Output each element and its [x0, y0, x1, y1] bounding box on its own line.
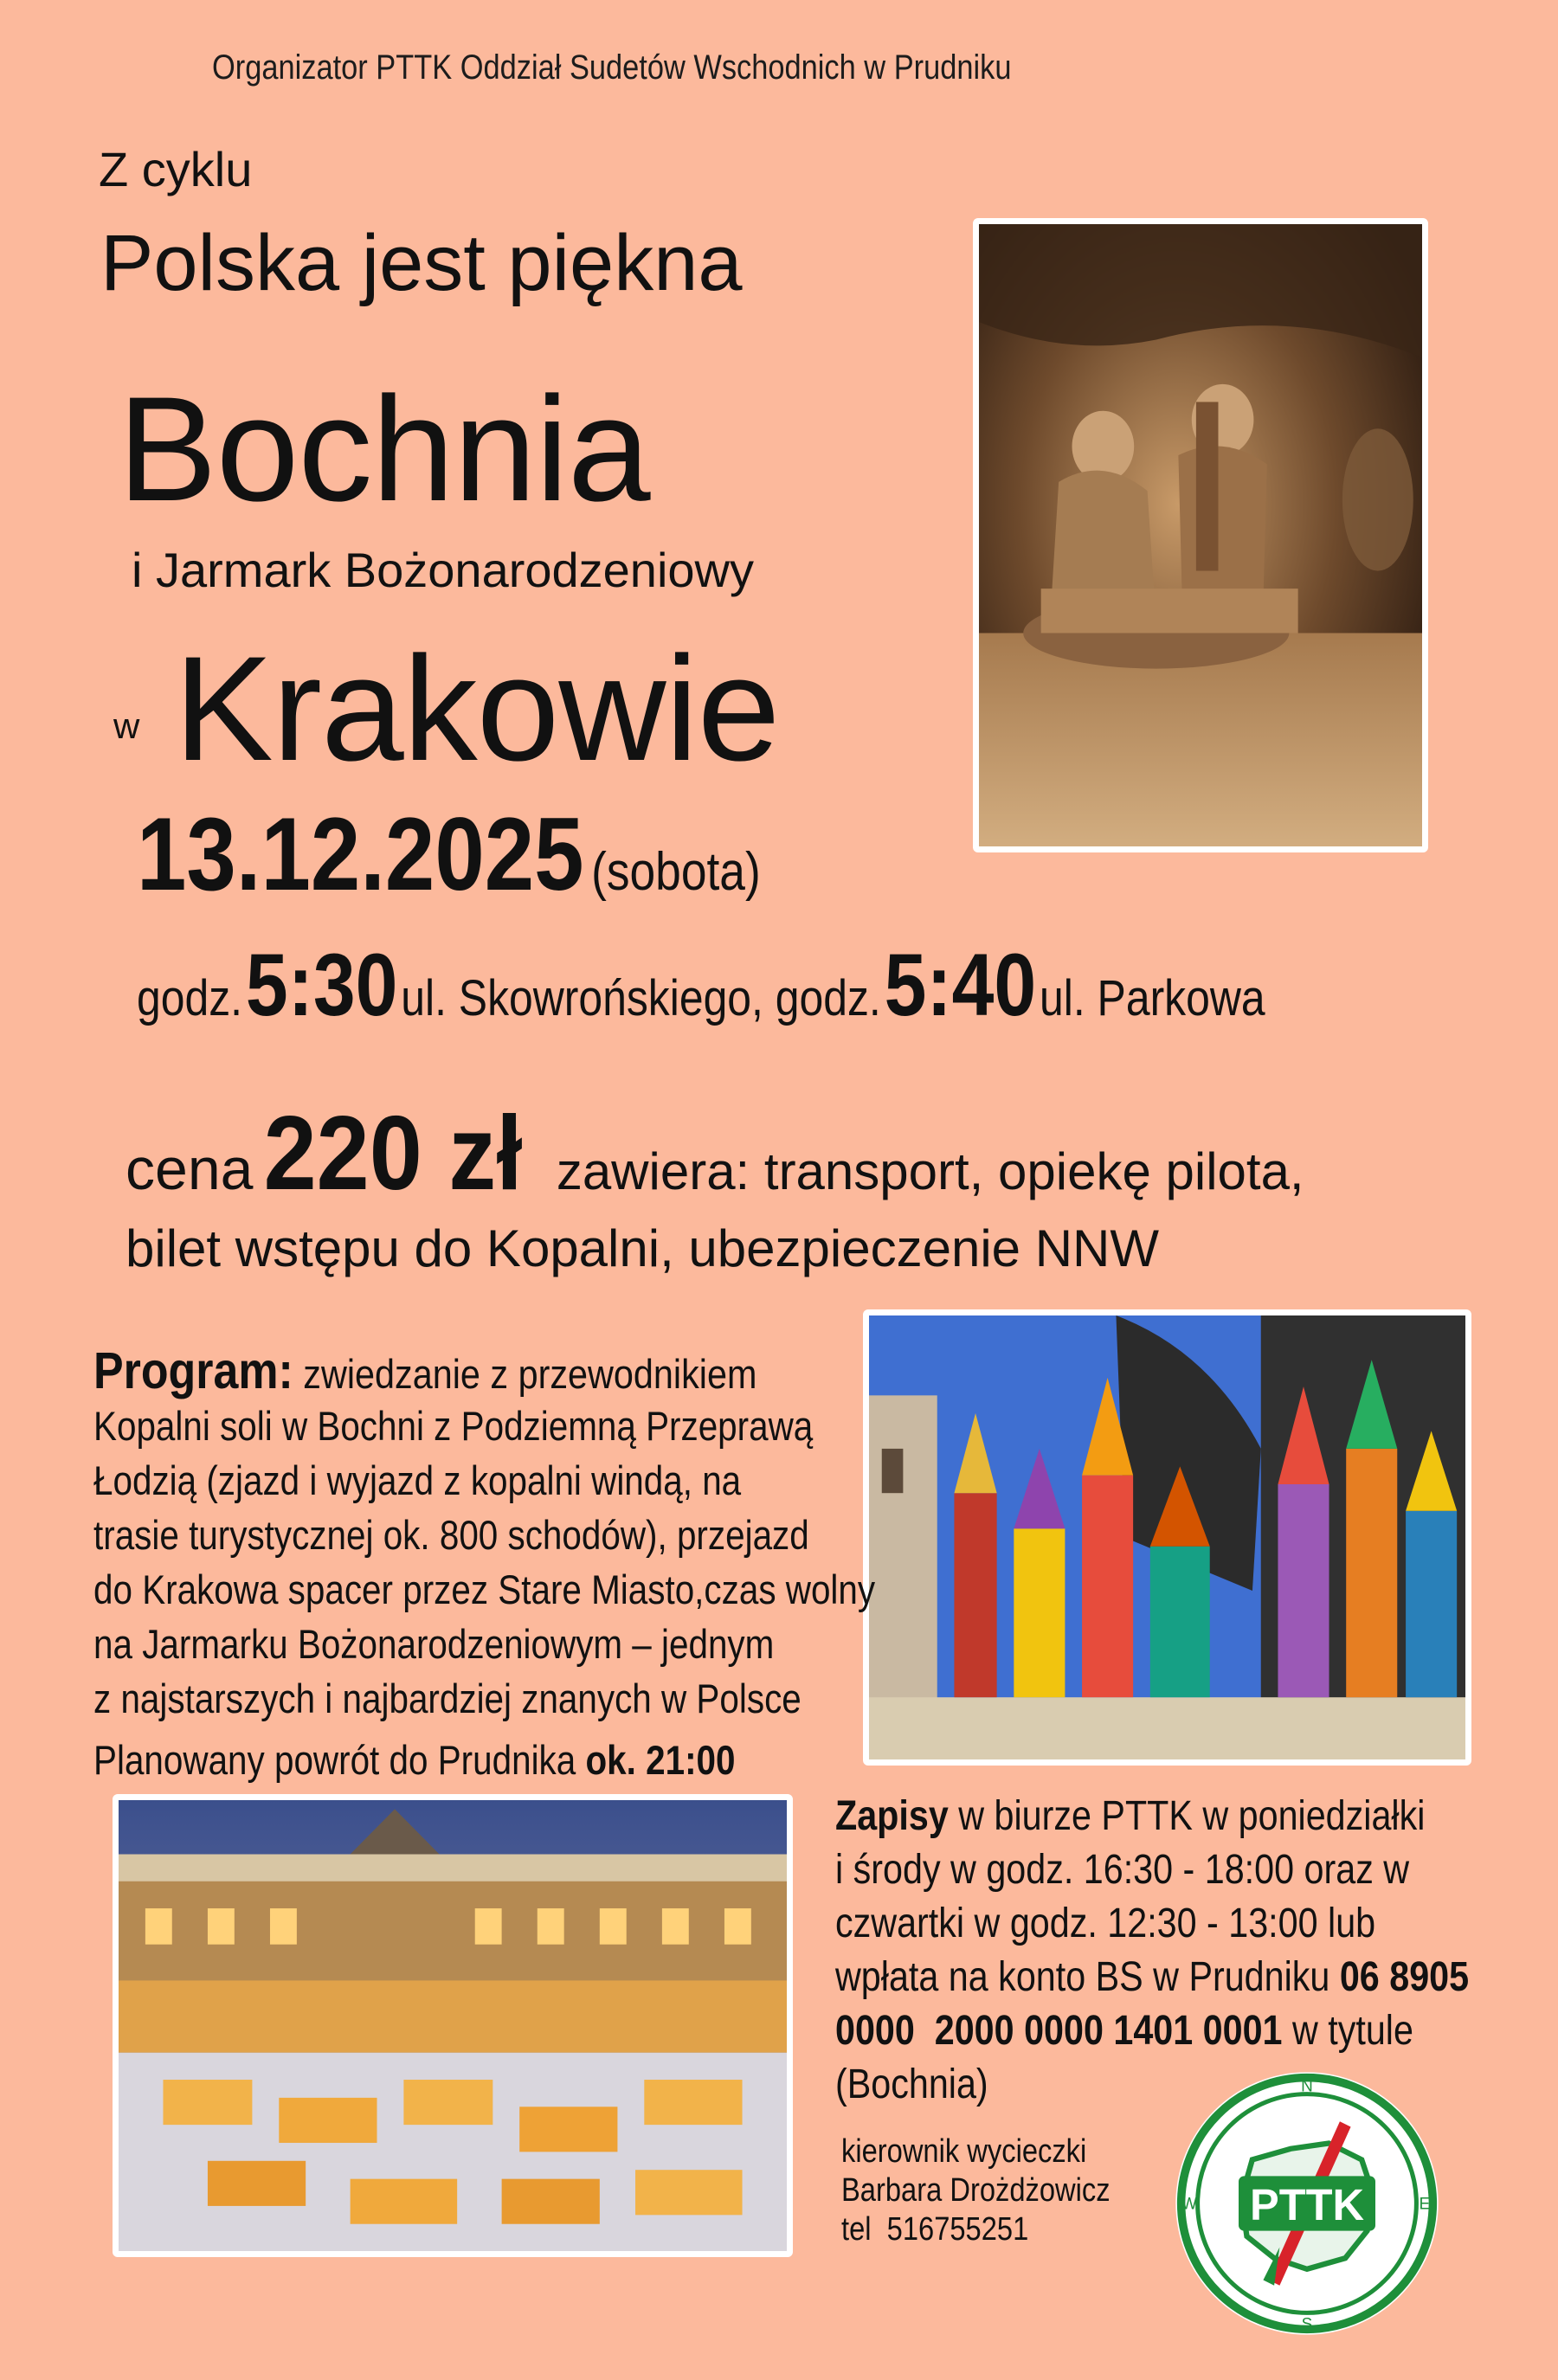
bank-account: 0000 2000 0000 1401 0001 [835, 2008, 1283, 2054]
program-line: zwiedzanie z przewodnikiem [303, 1351, 757, 1397]
trip-leader [841, 2132, 1154, 2249]
event-date: 13.12.2025 [137, 796, 584, 912]
headline-krakowie: Krakowie [174, 626, 780, 792]
departure-place-2: ul. Parkowa [1040, 970, 1265, 1026]
return-time: ok. 21:00 [585, 1737, 736, 1783]
event-weekday: (sobota) [591, 842, 761, 902]
price-includes-2: bilet wstępu do Kopalni, ubezpieczenie NNW [126, 1219, 1159, 1277]
program-section [93, 1342, 876, 1787]
departure-time-1: 5:30 [245, 936, 398, 1034]
signup-section [835, 1790, 1558, 2112]
price-line [126, 1092, 1304, 1213]
leader-role: kierownik wycieczki [841, 2133, 1087, 2170]
date-line [137, 794, 862, 914]
compass-w: W [1181, 2195, 1198, 2214]
subtitle: i Jarmark Bożonarodzeniowy [132, 543, 754, 597]
series-prefix: Z cyklu [99, 142, 253, 196]
departure-time-2: 5:40 [884, 936, 1037, 1034]
salt-mine-sculpture-photo [973, 218, 1428, 852]
leader-name: Barbara Drożdżowicz [841, 2172, 1111, 2209]
signup-line: czwartki w godz. 12:30 - 13:00 lub [835, 1901, 1376, 1946]
program-line: do Krakowa spacer przez Stare Miasto,czas wolny [93, 1566, 876, 1612]
leader-phone: tel 516755251 [841, 2211, 1029, 2248]
pttk-logo [1170, 2067, 1444, 2340]
signup-line: wpłata na konto BS w Prudniku [835, 1954, 1330, 2000]
w-prefix: w [113, 705, 140, 746]
compass-s: S [1301, 2315, 1313, 2334]
program-line: Kopalni soli w Bochni z Podziemną Przeprawą [93, 1403, 814, 1449]
program-line: trasie turystycznej ok. 800 schodów), przejazd [93, 1512, 809, 1558]
compass-e: E [1419, 2195, 1431, 2214]
departure-label: godz. [137, 970, 243, 1026]
program-line: z najstarszych i najbardziej znanych w Polsce [93, 1676, 802, 1721]
price-includes-1: zawiera: transport, opiekę pilota, [556, 1142, 1304, 1200]
program-line: na Jarmarku Bożonarodzeniowym – jednym [93, 1621, 775, 1667]
program-line: Łodzią (zjazd i wyjazd z kopalni windą, na [93, 1457, 742, 1503]
signup-line: w tytule [1291, 2008, 1413, 2054]
nativity-cribs-photo [863, 1309, 1471, 1766]
departure-times [137, 935, 1449, 1036]
signup-line: i środy w godz. 16:30 - 18:00 oraz w [835, 1847, 1410, 1893]
price-value: 220 zł [264, 1094, 524, 1212]
program-label: Program: [93, 1342, 293, 1399]
logo-text: PTTK [1250, 2179, 1364, 2229]
departure-place-1: ul. Skowrońskiego, godz. [401, 970, 881, 1026]
organizer-line: Organizator PTTK Oddział Sudetów Wschodnich w Prudniku [212, 48, 1012, 87]
headline-bochnia: Bochnia [118, 366, 650, 532]
return-text: Planowany powrót do Prudnika [93, 1737, 576, 1783]
cloth-hall-market-photo [113, 1794, 793, 2257]
compass-n: N [1301, 2077, 1313, 2096]
price-label: cena [126, 1136, 254, 1202]
signup-label: Zapisy [835, 1793, 949, 1839]
bank-account: 06 8905 [1339, 1954, 1470, 2000]
signup-line: (Bochnia) [835, 2062, 988, 2107]
series-name: Polska jest piękna [100, 219, 743, 307]
signup-line: w biurze PTTK w poniedziałki [958, 1793, 1426, 1839]
